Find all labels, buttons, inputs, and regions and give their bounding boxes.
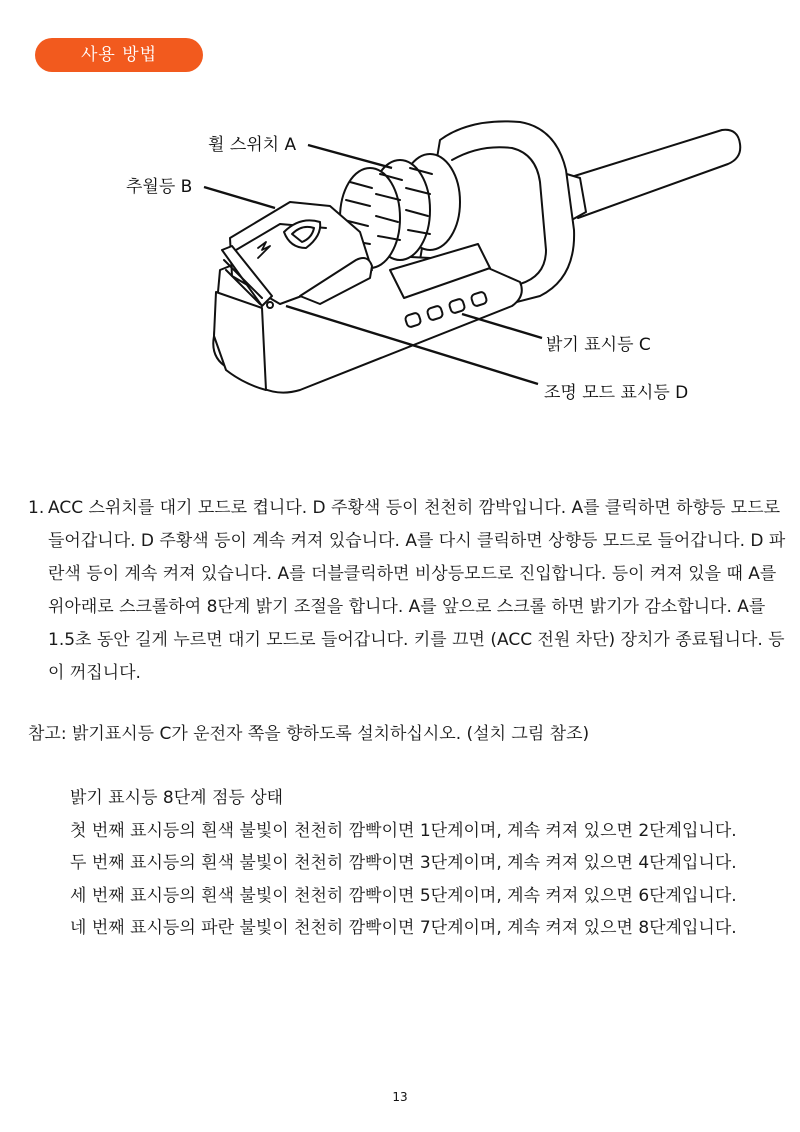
installation-note: 참고: 밝기표시등 C가 운전자 쪽을 향하도록 설치하십시오. (설치 그림 참조) <box>28 724 590 744</box>
device-illustration <box>0 100 800 440</box>
brightness-state-line: 두 번째 표시등의 흰색 불빛이 천천히 깜빡이면 3단계이며, 계속 켜져 있으면 4단계입니다. <box>70 853 737 873</box>
step-text: ACC 스위치를 대기 모드로 켭니다. D 주황색 등이 천천히 깜박입니다. A를 클릭하면 하향등 모드로 들어갑니다. D 주황색 등이 계속 켜져 있습니다. A를 다시 클릭하면 상향등 모드로 들어갑니다. D 파란색 등이 계속 켜져 있습니다. A를 더블클릭하면 비상등모드로 진입합니다. 등이 켜져 있을 때 A를 위아래로 스크롤하여 8단계 밝기 조절을 합니다. A를 앞으로 스크롤 하면 밝기가 감소합니다. A를 1.5초 동안 길게 누르면 대기 모드로 들어갑니다. 키를 끄면 (ACC 전원 차단) 장치가 종료됩니다. 등이 꺼집니다. <box>48 498 786 683</box>
brightness-state-line: 첫 번째 표시등의 흰색 불빛이 천천히 깜빡이면 1단계이며, 계속 켜져 있으면 2단계입니다. <box>70 820 737 841</box>
step-number: 1. <box>28 498 45 518</box>
front-face <box>214 292 266 390</box>
instruction-step-1 <box>28 492 788 690</box>
leader-line-brightness <box>462 314 542 338</box>
callout-overtake-light: 추월등 B <box>126 177 193 197</box>
brightness-states-heading: 밝기 표시등 8단계 점등 상태 <box>70 788 284 808</box>
screw <box>267 302 273 308</box>
section-title-badge: 사용 방법 <box>35 38 203 72</box>
callout-brightness-indicator: 밝기 표시등 C <box>546 335 651 355</box>
page-number: 13 <box>392 1090 408 1104</box>
leader-line-overtake <box>204 187 275 208</box>
callout-mode-indicator: 조명 모드 표시등 D <box>544 383 689 403</box>
brightness-state-line: 세 번째 표시등의 흰색 불빛이 천천히 깜빡이면 5단계이며, 계속 켜져 있으면 6단계입니다. <box>70 885 737 906</box>
callout-wheel-switch: 휠 스위치 A <box>208 135 297 155</box>
brightness-states <box>70 782 790 945</box>
leader-line-wheel <box>308 145 392 168</box>
mounting-rod <box>568 130 740 218</box>
brightness-state-line: 네 번째 표시등의 파란 불빛이 천천히 깜빡이면 7단계이며, 계속 켜져 있으면 8단계입니다. <box>70 918 737 938</box>
